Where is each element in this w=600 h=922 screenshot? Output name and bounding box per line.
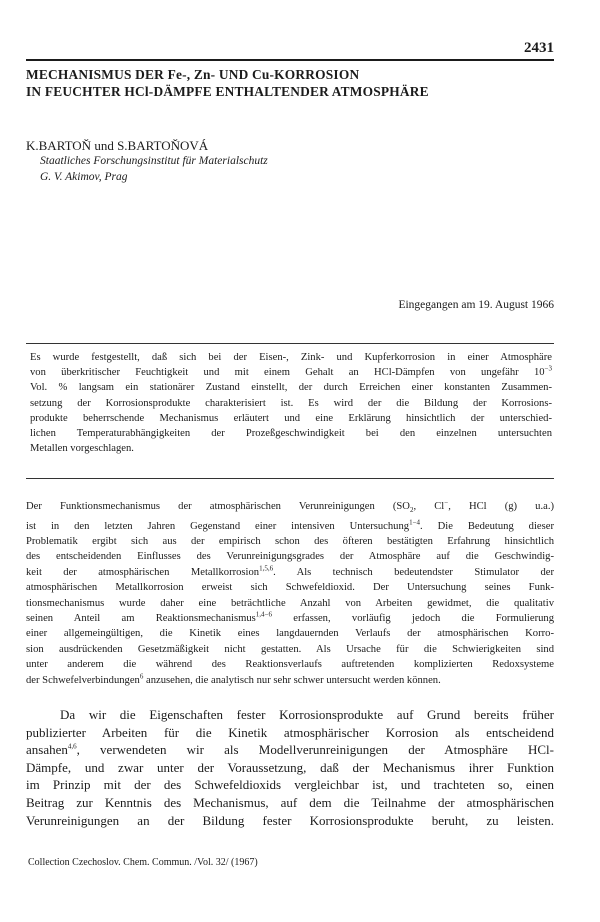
authors: K.BARTOŇ und S.BARTOŇOVÁ [26,138,209,153]
body-line: Dämpfe, und zwar unter der Voraussetzung, daß der Mechanismus ihrer Funktion [26,759,554,775]
body-line: unter anderem die während des Reaktionsverlaufs auftretenden komplizierten Redoxsysteme [26,659,554,671]
abstract-line: Vol. % langsam ein stationärer Zustand einstellt, der durch Erreichen einer konstanten Zusammen- [30,382,552,394]
body-line: Der Funktionsmechanismus der atmosphärischen Verunreinigungen ($SO_2$, Cl−, HCl (g) u.a.) [26,498,554,515]
body-line: sion ausdrückenden Gesetzmäßigkeit nicht gestatten. Als Ursache für die Schwierigkeiten sind [26,643,554,655]
title-line-2: IN FEUCHTER HCl-DÄMPFE ENTHALTENDER ATMOSPHÄRE [26,84,429,99]
body-line: publizierter Arbeiten für die Kinetik atmosphärischer Korrosion als entscheidend [26,724,554,740]
title-line-1: MECHANISMUS DER Fe-, Zn- UND Cu-KORROSION [26,67,360,82]
abstract-line: produkte beherrschende Mechanismus erläutert und eine Erklärung hinsichtlich der unterschied- [30,412,552,424]
body-line: ist in den letzten Jahren Gegenstand einer intensiven Untersuchung$^{1-4}$. Die Bedeutung dieser [26,517,554,532]
institution [40,154,268,185]
body-line: seinen Anteil am Reaktionsmechanismus$^{1,4-6}$ erfassen, vorläufig jedoch die Formulierung [26,610,554,624]
abstract [30,350,552,456]
body-line: atmosphärischen Metallkorrosion erweist sich Schwefeldioxid. Der Untersuchung seines Funk- [26,582,554,594]
abstract-line: Es wurde festgestellt, daß sich bei der Eisen-, Zink- und Kupferkorrosion in einer Atmosphäre [30,352,552,363]
abstract-line: von überkritischer Feuchtigkeit und mit einem Gehalt an HCl-Dämpfen von ungefähr $10^{-3}$ [30,364,552,379]
page-number: 2431 [524,40,554,56]
body-line: Problematik ergibt sich aus der empirisch schon des öfteren bestätigten Erfahrung hinsichtlich [26,535,554,547]
header-rule [26,59,554,61]
body-line: im Prinzip mit der des Schwefeldioxids vergleichbar ist, und trachteten so, einen [26,777,554,793]
body-line: einer allgemeingültigen, die Kinetik eines langdauernden Verlaufs der atmosphärischen Korro- [26,628,554,640]
body-line: ansahen$^{4,6}$, verwendeten wir als Modellverunreinigungen der Atmosphäre HCl- [26,742,554,758]
motivation-paragraph [26,706,554,829]
body-line: Verunreinigungen an der Bildung fester Korrosionsprodukte beruht, zu leisten. [26,812,554,828]
received-date: Eingegangen am 19. August 1966 [398,299,554,311]
body-line: der Schwefelverbindungen$^6$ anzusehen, die analytisch nur sehr schwer untersucht werden können. [26,672,441,686]
body-line: keit der atmosphärischen Metallkorrosion$^{1,5,6}$. Als technisch bedeutendster Stimulator der [26,564,554,578]
institution-line-1: Staatliches Forschungsinstitut für Materialschutz [40,155,268,167]
abstract-bottom-rule [26,478,554,479]
body-line: Da wir die Eigenschaften fester Korrosionsprodukte auf Grund bereits früher [60,707,554,722]
body-line: Beitrag zur Kenntnis des Mechanismus, auf dem die Teilnahme der atmosphärischen [26,794,554,810]
institution-line-2: G. V. Akimov, Prag [40,170,128,183]
abstract-line: Metallen vorgeschlagen. [30,443,134,455]
abstract-line: setzung der Korrosionsprodukte charakterisiert ist. Es wird der die Bildung der Korrosions- [30,397,552,409]
abstract-top-rule [26,343,554,344]
abstract-line: lichen Temperaturabhängigkeiten der Prozeßgeschwindigkeit bei den einzelnen untersuchten [30,428,552,440]
body-line: tionsmechanismus wurde daher eine beträchtliche Anzahl von Arbeiten gewidmet, die qualitativ [26,597,554,609]
article-title [26,66,566,100]
introduction-paragraph [26,499,554,688]
body-line: des entscheidenden Einflusses des Verunreinigungsgrades der Atmosphäre auf die Geschwindig- [26,551,554,563]
journal-footer: Collection Czechoslov. Chem. Commun. /Vol. 32/ (1967) [28,857,258,868]
